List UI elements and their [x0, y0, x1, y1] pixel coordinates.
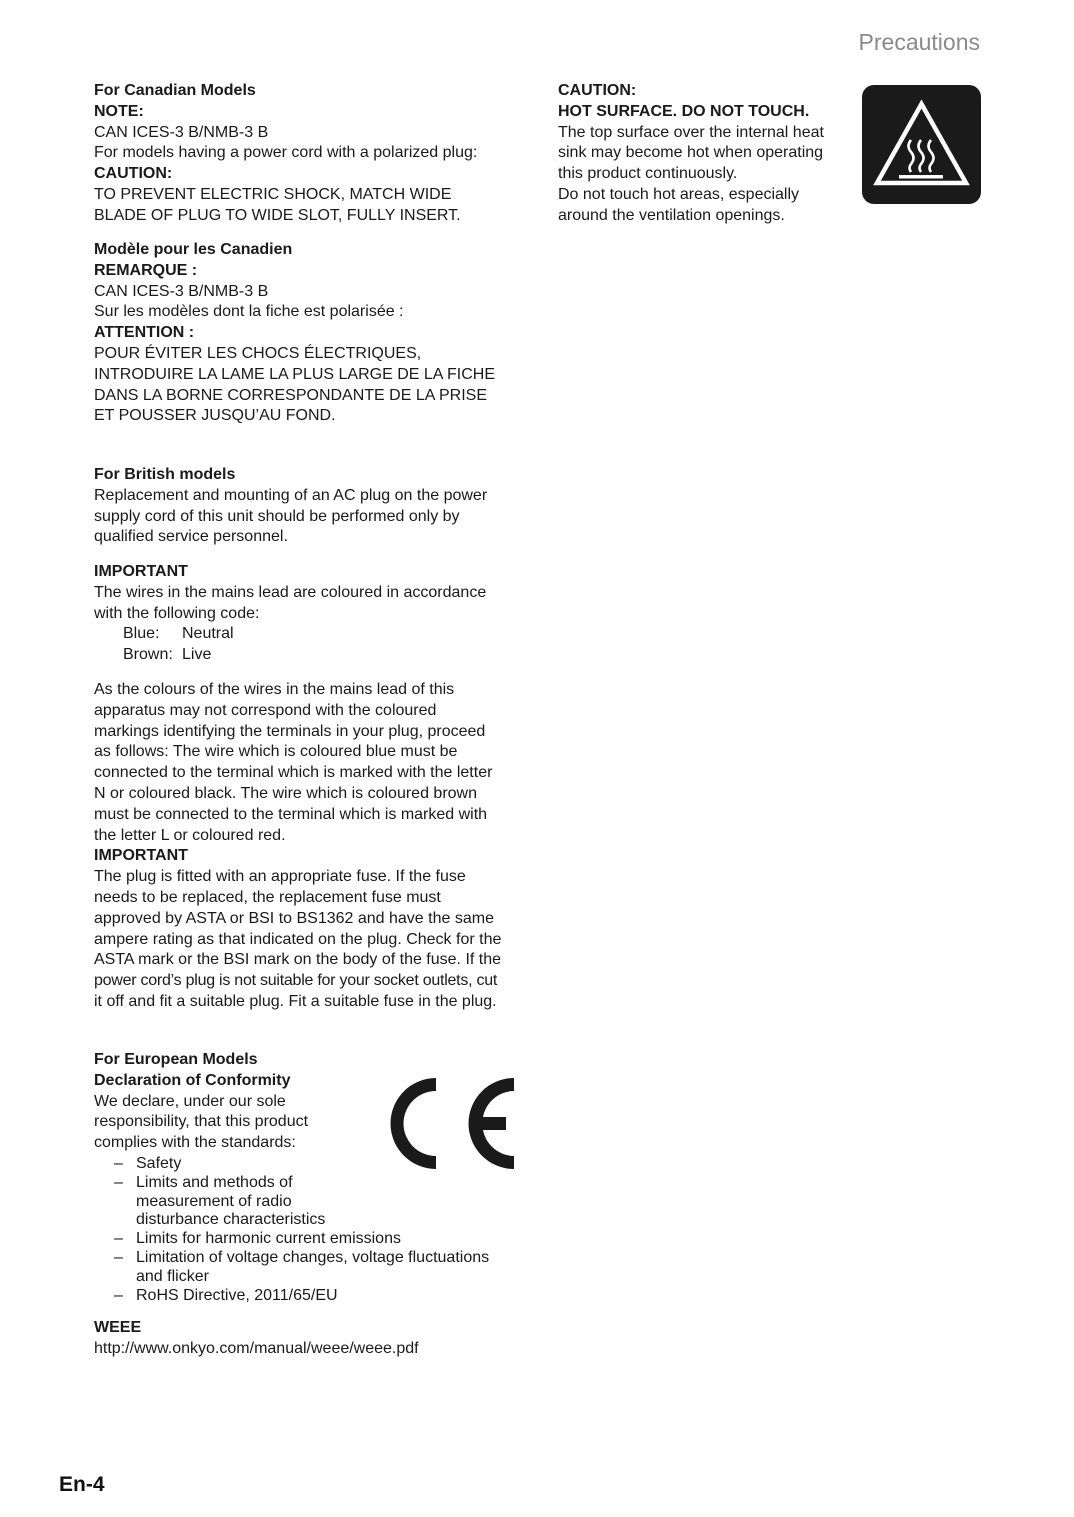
- important-line: with the following code:: [94, 604, 260, 622]
- ices-text: CAN ICES-3 B/NMB-3 B: [94, 123, 269, 141]
- british-heading: For British models: [94, 466, 236, 483]
- fuse-line: ASTA mark or the BSI mark on the body of the fuse. If the: [94, 951, 502, 969]
- important-line: The wires in the mains lead are coloured in accordance: [94, 583, 487, 601]
- standards-list: [94, 1155, 524, 1305]
- colours-line: as follows: The wire which is coloured blue must be: [94, 743, 458, 761]
- declaration-line: complies with the standards:: [94, 1134, 296, 1152]
- standard-item: [94, 1249, 524, 1287]
- wire-colour: Blue:: [123, 625, 160, 643]
- fuse-line: ampere rating as that indicated on the plug. Check for the: [94, 930, 502, 948]
- declaration-line: responsibility, that this product: [94, 1113, 309, 1131]
- fuse-line: The plug is fitted with an appropriate fuse. If the fuse: [94, 868, 466, 886]
- colours-line: apparatus may not correspond with the coloured: [94, 701, 437, 719]
- colours-line: N or coloured black. The wire which is coloured brown: [94, 784, 477, 802]
- hot-surface-line: around the ventilation openings.: [558, 206, 785, 224]
- standard-text: RoHS Directive, 2011/65/EU: [136, 1286, 338, 1304]
- attention-line: ET POUSSER JUSQU’AU FOND.: [94, 407, 336, 425]
- canadian-heading: For Canadian Models: [94, 82, 256, 99]
- caution-line: TO PREVENT ELECTRIC SHOCK, MATCH WIDE: [94, 185, 452, 203]
- colours-section: [94, 680, 524, 1013]
- wire-row: [94, 645, 524, 666]
- colours-line: must be connected to the terminal which is marked with: [94, 805, 488, 823]
- standard-item: [94, 1230, 524, 1249]
- wire-meaning: Neutral: [182, 625, 234, 643]
- attention-line: POUR ÉVITER LES CHOCS ÉLECTRIQUES,: [94, 344, 422, 362]
- british-section: [94, 465, 524, 548]
- declaration-line: We declare, under our sole: [94, 1092, 286, 1110]
- caution-label: CAUTION:: [558, 82, 637, 99]
- wire-colour: Brown:: [123, 646, 173, 664]
- section-title: Precautions: [858, 29, 980, 55]
- caution-line: BLADE OF PLUG TO WIDE SLOT, FULLY INSERT.: [94, 206, 461, 224]
- fuse-line: approved by ASTA or BSI to BS1362 and have the same: [94, 909, 494, 927]
- hot-surface-line: this product continuously.: [558, 165, 738, 183]
- remarque-label: REMARQUE :: [94, 261, 198, 279]
- dash-bullet: –: [114, 1155, 123, 1172]
- dash-bullet: –: [114, 1286, 123, 1304]
- standard-text: Limits and methods of: [136, 1173, 293, 1191]
- british-intro-line: Replacement and mounting of an AC plug on the power: [94, 486, 488, 504]
- caution-label: CAUTION:: [94, 165, 173, 183]
- weee-url[interactable]: http://www.onkyo.com/manual/weee/weee.pdf: [94, 1339, 419, 1357]
- standard-text: Safety: [136, 1155, 182, 1172]
- fuse-line: needs to be replaced, the replacement fuse must: [94, 888, 441, 906]
- hot-surface-line: Do not touch hot areas, especially: [558, 185, 800, 203]
- important-wires-section: [94, 562, 524, 666]
- important-label: IMPORTANT: [94, 847, 188, 865]
- european-heading: For European Models: [94, 1051, 258, 1068]
- canadian-fr-section: [94, 240, 524, 427]
- colours-line: As the colours of the wires in the mains lead of this: [94, 681, 455, 698]
- weee-heading: WEEE: [94, 1319, 142, 1336]
- standard-text: Limitation of voltage changes, voltage fluctuations: [136, 1248, 490, 1266]
- canadian-fr-heading: Modèle pour les Canadien: [94, 241, 293, 258]
- dash-bullet: –: [114, 1173, 123, 1191]
- weee-section: [94, 1318, 524, 1360]
- wire-meaning: Live: [182, 646, 212, 664]
- standard-text: disturbance characteristics: [136, 1211, 326, 1229]
- colours-line: the letter L or coloured red.: [94, 826, 286, 844]
- hot-surface-line: The top surface over the internal heat: [558, 123, 824, 141]
- declaration-heading: Declaration of Conformity: [94, 1071, 291, 1089]
- british-intro-line: qualified service personnel.: [94, 528, 288, 546]
- hot-surface-section: [558, 81, 848, 227]
- hot-surface-warning-icon: [862, 85, 981, 204]
- ce-mark-icon: [388, 1075, 518, 1172]
- canadian-section: [94, 81, 524, 227]
- page-number: En-4: [59, 1473, 105, 1496]
- wire-row: [94, 624, 524, 645]
- note-label: NOTE:: [94, 102, 144, 120]
- colours-line: connected to the terminal which is marked with the letter: [94, 764, 493, 782]
- polarized-text-fr: Sur les modèles dont la fiche est polarisée :: [94, 303, 404, 321]
- fuse-line: power cord’s plug is not suitable for your socket outlets, cut: [94, 972, 498, 990]
- standard-item: [94, 1174, 524, 1230]
- colours-line: markings identifying the terminals in your plug, proceed: [94, 722, 486, 740]
- attention-line: INTRODUIRE LA LAME LA PLUS LARGE DE LA FICHE: [94, 365, 496, 383]
- standard-text: and flicker: [136, 1267, 209, 1285]
- attention-line: DANS LA BORNE CORRESPONDANTE DE LA PRISE: [94, 386, 487, 404]
- standard-item: [94, 1287, 524, 1306]
- dash-bullet: –: [114, 1248, 123, 1266]
- ices-text-fr: CAN ICES-3 B/NMB-3 B: [94, 282, 269, 300]
- standard-text: Limits for harmonic current emissions: [136, 1230, 401, 1248]
- fuse-line: it off and fit a suitable plug. Fit a suitable fuse in the plug.: [94, 992, 497, 1010]
- hot-surface-warning: HOT SURFACE. DO NOT TOUCH.: [558, 102, 810, 120]
- attention-label: ATTENTION :: [94, 324, 195, 342]
- dash-bullet: –: [114, 1230, 123, 1248]
- standard-text: measurement of radio: [136, 1192, 292, 1210]
- polarized-text: For models having a power cord with a polarized plug:: [94, 144, 478, 162]
- british-intro-line: supply cord of this unit should be performed only by: [94, 507, 460, 525]
- hot-surface-line: sink may become hot when operating: [558, 144, 824, 162]
- important-label: IMPORTANT: [94, 563, 188, 580]
